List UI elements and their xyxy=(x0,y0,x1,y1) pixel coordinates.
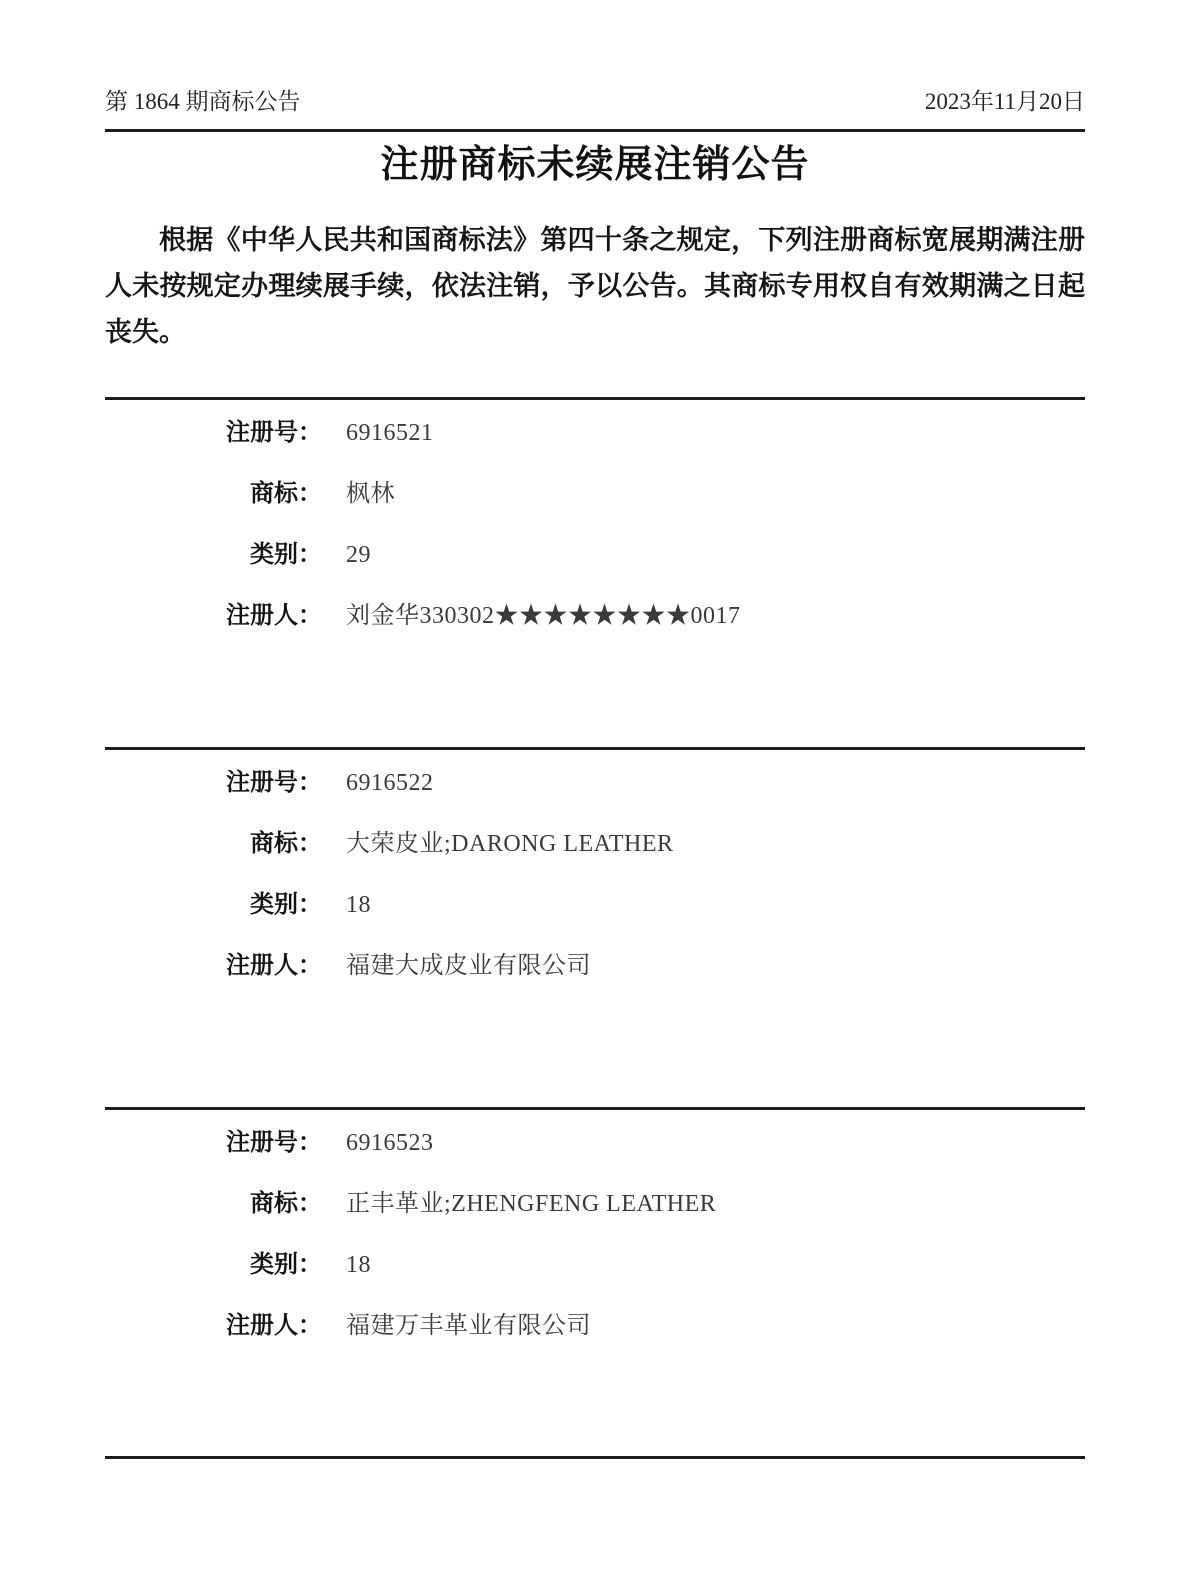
field-row-trademark xyxy=(105,479,1085,509)
reg-no-label: 注册号： xyxy=(226,770,322,796)
closing-divider xyxy=(105,1456,1085,1459)
registrant-value: 福建万丰革业有限公司 xyxy=(346,1313,591,1339)
field-row-reg-no xyxy=(105,418,1085,448)
field-row-category xyxy=(105,540,1085,570)
trademark-value: 枫林 xyxy=(346,481,395,507)
gazette-issue-label: 第 1864 期商标公告 xyxy=(105,89,301,114)
trademark-label: 商标： xyxy=(250,481,322,507)
trademark-entry xyxy=(105,1107,1085,1456)
field-row-reg-no xyxy=(105,1128,1085,1158)
header-divider xyxy=(105,129,1085,132)
category-label: 类别： xyxy=(250,542,322,568)
trademark-entry xyxy=(105,747,1085,1107)
reg-no-value: 6916522 xyxy=(346,770,434,796)
category-value: 29 xyxy=(346,542,371,568)
field-row-category xyxy=(105,1250,1085,1280)
gazette-date-label: 2023年11月20日 xyxy=(924,89,1085,114)
field-row-registrant xyxy=(105,601,1085,631)
reg-no-value: 6916523 xyxy=(346,1130,434,1156)
field-row-registrant xyxy=(105,1311,1085,1341)
field-row-trademark xyxy=(105,829,1085,859)
registrant-value: 刘金华330302★★★★★★★★0017 xyxy=(346,603,741,629)
trademark-value: 正丰革业;ZHENGFENG LEATHER xyxy=(346,1191,717,1217)
category-value: 18 xyxy=(346,1252,371,1278)
category-label: 类别： xyxy=(250,892,322,918)
trademark-label: 商标： xyxy=(250,831,322,857)
registrant-value: 福建大成皮业有限公司 xyxy=(346,953,591,979)
reg-no-label: 注册号： xyxy=(226,1130,322,1156)
trademark-entry-list xyxy=(105,397,1085,1459)
field-row-category xyxy=(105,890,1085,920)
reg-no-value: 6916521 xyxy=(346,420,434,446)
category-value: 18 xyxy=(346,892,371,918)
field-row-reg-no xyxy=(105,768,1085,798)
trademark-label: 商标： xyxy=(250,1191,322,1217)
trademark-entry xyxy=(105,397,1085,747)
reg-no-label: 注册号： xyxy=(226,420,322,446)
field-row-trademark xyxy=(105,1189,1085,1219)
registrant-label: 注册人： xyxy=(226,1313,322,1339)
registrant-label: 注册人： xyxy=(226,953,322,979)
field-row-registrant xyxy=(105,951,1085,981)
page-title: 注册商标未续展注销公告 xyxy=(380,144,810,186)
trademark-value: 大荣皮业;DARONG LEATHER xyxy=(346,831,674,857)
category-label: 类别： xyxy=(250,1252,322,1278)
intro-paragraph: 根据《中华人民共和国商标法》第四十条之规定，下列注册商标宽展期满注册人未按规定办理续展手续，依法注销，予以公告。其商标专用权自有效期满之日起丧失。 xyxy=(105,225,1085,347)
registrant-label: 注册人： xyxy=(226,603,322,629)
page-header xyxy=(105,0,1085,116)
